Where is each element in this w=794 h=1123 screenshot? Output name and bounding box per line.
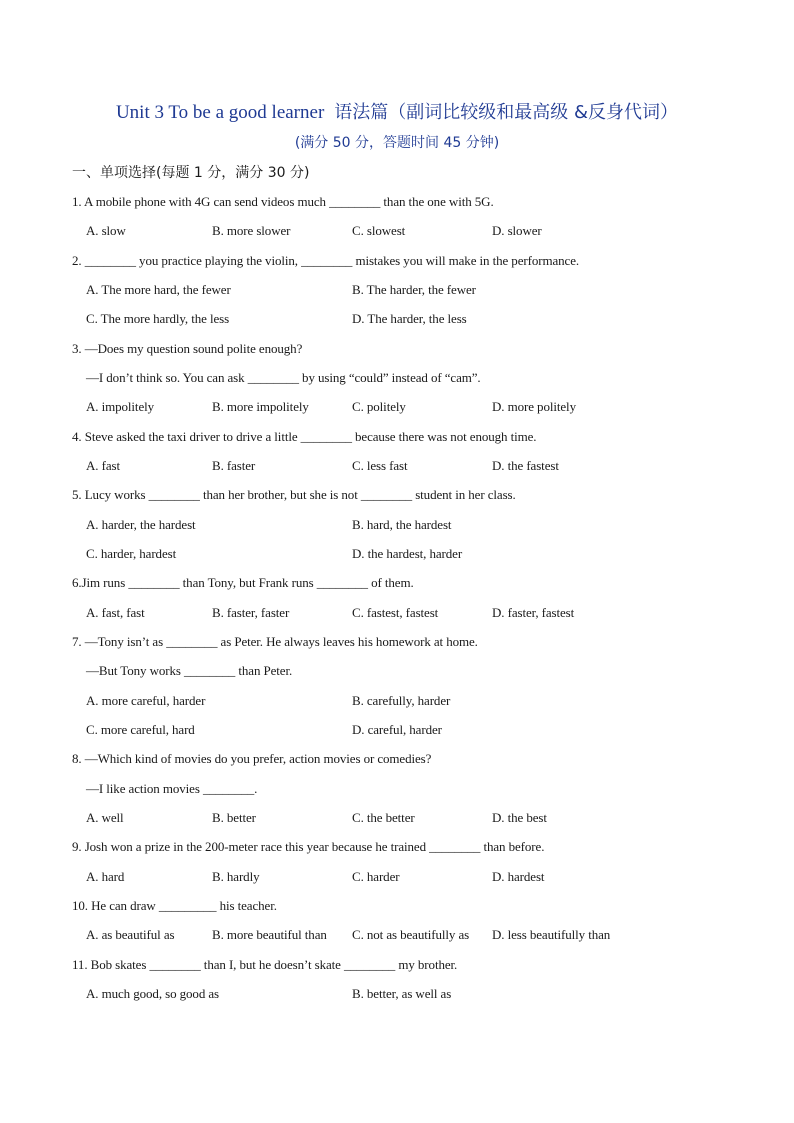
question-6-option-c[interactable]: C. fastest, fastest: [352, 605, 439, 620]
question-4-option-a[interactable]: A. fast: [86, 458, 120, 473]
question-10-option-a[interactable]: A. as beautiful as: [86, 927, 175, 942]
question-7-option-d[interactable]: D. careful, harder: [352, 722, 442, 737]
score-time-note: (满分 50 分，答题时间 45 分钟): [294, 135, 500, 151]
section-heading: 一、单项选择(每题 1 分，满分 30 分): [72, 165, 310, 181]
question-1-option-b[interactable]: B. more slower: [212, 223, 291, 238]
question-4-option-b[interactable]: B. faster: [212, 458, 256, 473]
question-6-option-d[interactable]: D. faster, fastest: [492, 605, 575, 620]
question-2-option-a[interactable]: A. The more hard, the fewer: [86, 282, 231, 297]
question-8-option-b[interactable]: B. better: [212, 810, 256, 825]
question-5-option-b[interactable]: B. hard, the hardest: [352, 517, 452, 532]
question-6-option-a[interactable]: A. fast, fast: [86, 605, 145, 620]
question-3-option-d[interactable]: D. more politely: [492, 399, 576, 414]
question-11-option-b[interactable]: B. better, as well as: [352, 986, 452, 1001]
title-english: Unit 3 To be a good learner: [115, 102, 325, 123]
question-1-option-d[interactable]: D. slower: [492, 223, 542, 238]
question-5-option-c[interactable]: C. harder, hardest: [86, 546, 177, 561]
question-1-option-a[interactable]: A. slow: [86, 223, 126, 238]
question-8-stem-2: —I like action movies ________.: [86, 781, 258, 796]
question-3-stem-2: —I don’t think so. You can ask ________ by using “could” instead of “cam”.: [86, 370, 481, 385]
question-4-option-c[interactable]: C. less fast: [352, 458, 408, 473]
question-8-option-d[interactable]: D. the best: [492, 810, 547, 825]
question-9-option-d[interactable]: D. hardest: [492, 869, 545, 884]
question-5-stem: 5. Lucy works ________ than her brother, but she is not ________ student in her class.: [72, 487, 516, 502]
question-6-stem: 6.Jim runs ________ than Tony, but Frank runs ________ of them.: [72, 575, 414, 590]
question-6-option-b[interactable]: B. faster, faster: [212, 605, 290, 620]
title-chinese: 语法篇（副词比较级和最高级 &反身代词）: [334, 102, 679, 123]
question-2-option-b[interactable]: B. The harder, the fewer: [352, 282, 476, 297]
question-2-stem: 2. ________ you practice playing the violin, ________ mistakes you will make in the performance.: [72, 253, 580, 268]
question-10-option-b[interactable]: B. more beautiful than: [212, 927, 327, 942]
question-8-stem: 8. —Which kind of movies do you prefer, action movies or comedies?: [72, 751, 432, 766]
question-7-stem: 7. —Tony isn’t as ________ as Peter. He always leaves his homework at home.: [72, 634, 478, 649]
question-7-option-c[interactable]: C. more careful, hard: [86, 722, 195, 737]
question-11-stem: 11. Bob skates ________ than I, but he doesn’t skate ________ my brother.: [72, 957, 458, 972]
question-3-option-c[interactable]: C. politely: [352, 399, 406, 414]
question-10-option-d[interactable]: D. less beautifully than: [492, 927, 611, 942]
question-2-option-c[interactable]: C. The more hardly, the less: [86, 311, 230, 326]
question-3-stem: 3. —Does my question sound polite enough?: [72, 341, 303, 356]
question-11-option-a[interactable]: A. much good, so good as: [86, 986, 220, 1001]
question-3-option-b[interactable]: B. more impolitely: [212, 399, 309, 414]
question-7-option-a[interactable]: A. more careful, harder: [86, 693, 206, 708]
question-5-option-a[interactable]: A. harder, the hardest: [86, 517, 196, 532]
question-4-stem: 4. Steve asked the taxi driver to drive a little ________ because there was not enough time.: [72, 429, 537, 444]
question-1-option-c[interactable]: C. slowest: [352, 223, 406, 238]
question-4-option-d[interactable]: D. the fastest: [492, 458, 559, 473]
question-10-option-c[interactable]: C. not as beautifully as: [352, 927, 470, 942]
question-8-option-a[interactable]: A. well: [86, 810, 124, 825]
question-7-stem-2: —But Tony works ________ than Peter.: [86, 663, 293, 678]
question-3-option-a[interactable]: A. impolitely: [86, 399, 155, 414]
question-9-option-a[interactable]: A. hard: [86, 869, 125, 884]
question-5-option-d[interactable]: D. the hardest, harder: [352, 546, 463, 561]
question-9-option-c[interactable]: C. harder: [352, 869, 400, 884]
question-9-option-b[interactable]: B. hardly: [212, 869, 260, 884]
question-9-stem: 9. Josh won a prize in the 200-meter race this year because he trained ________ than before.: [72, 839, 545, 854]
question-7-option-b[interactable]: B. carefully, harder: [352, 693, 451, 708]
question-10-stem: 10. He can draw _________ his teacher.: [72, 898, 277, 913]
question-2-option-d[interactable]: D. The harder, the less: [352, 311, 467, 326]
question-1-stem: 1. A mobile phone with 4G can send videos much ________ than the one with 5G.: [72, 194, 494, 209]
question-8-option-c[interactable]: C. the better: [352, 810, 415, 825]
page-title: [0, 98, 794, 124]
